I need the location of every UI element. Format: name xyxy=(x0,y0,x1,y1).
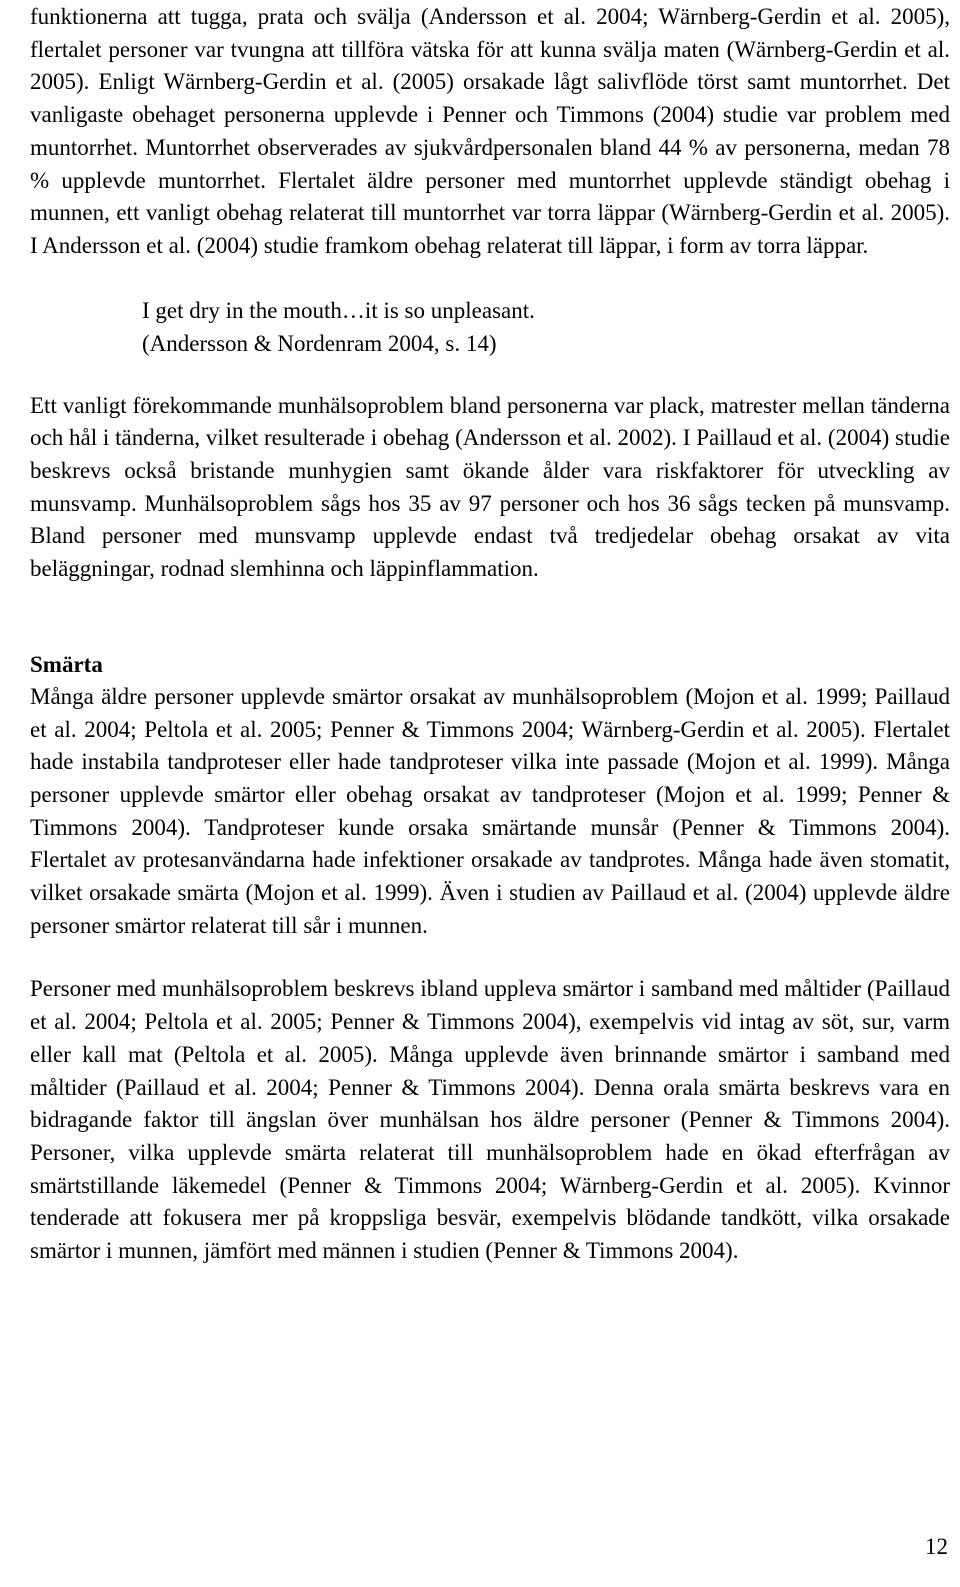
body-paragraph: Ett vanligt förekommande munhälsoproblem bland personerna var plack, matrester mellan tänderna och hål i tänderna, vilket resulterade i obehag (Andersson et al. 2002). I Paillaud et al. (2004) studie beskrevs också bristande munhygien samt ökande ålder vara riskfaktorer för utveckling av munsvamp. Munhälsoproblem sågs hos 35 av 97 personer och hos 36 sågs tecken på munsvamp. Bland personer med munsvamp upplevde endast två tredjedelar obehag orsakat av vita beläggningar, rodnad slemhinna och läppinflammation. xyxy=(30,392,950,582)
page-number: 12 xyxy=(925,1534,948,1559)
quote-citation: (Andersson & Nordenram 2004, s. 14) xyxy=(142,330,497,356)
block-quote xyxy=(142,294,950,360)
body-paragraph: Många äldre personer upplevde smärtor orsakat av munhälsoproblem (Mojon et al. 1999; Paillaud et al. 2004; Peltola et al. 2005; Penner & Timmons 2004; Wärnberg-Gerdin et al. 2005). Flertalet hade instabila tandproteser eller hade tandproteser vilka inte passade (Mojon et al. 1999). Många personer upplevde smärtor eller obehag orsakat av tandproteser (Mojon et al. 1999; Penner & Timmons 2004). Tandproteser kunde orsaka smärtande munsår (Penner & Timmons 2004). Flertalet av protesanvändarna hade infektioner orsakade av tandprotes. Många hade även stomatit, vilket orsakade smärta (Mojon et al. 1999). Även i studien av Paillaud et al. (2004) upplevde äldre personer smärtor relaterat till sår i munnen. xyxy=(30,683,950,938)
quote-text: I get dry in the mouth…it is so unpleasant. xyxy=(142,297,535,323)
document-page xyxy=(30,0,950,1268)
body-paragraph: funktionerna att tugga, prata och svälja (Andersson et al. 2004; Wärnberg-Gerdin et al. 2005), flertalet personer var tvungna att tillföra vätska för att kunna svälja maten (Wärnberg-Gerdin et al. 2005). Enligt Wärnberg-Gerdin et al. (2005) orsakade lågt salivflöde törst samt muntorrhet. Det vanligaste obehaget personerna upplevde i Penner och Timmons (2004) studie var problem med muntorrhet. Muntorrhet observerades av sjukvårdpersonalen bland 44 % av personerna, medan 78 % upplevde muntorrhet. Flertalet äldre personer med muntorrhet upplevde ständigt obehag i munnen, ett vanligt obehag relaterat till muntorrhet var torra läppar (Wärnberg-Gerdin et al. 2005). I Andersson et al. (2004) studie framkom obehag relaterat till läppar, i form av torra läppar. xyxy=(30,4,950,258)
section-heading: Smärta xyxy=(30,651,103,677)
body-paragraph: Personer med munhälsoproblem beskrevs ibland uppleva smärtor i samband med måltider (Paillaud et al. 2004; Peltola et al. 2005; Penner & Timmons 2004), exempelvis vid intag av söt, sur, varm eller kall mat (Peltola et al. 2005). Många upplevde även brinnande smärtor i samband med måltider (Paillaud et al. 2004; Penner & Timmons 2004). Denna orala smärta beskrevs vara en bidragande faktor till ängslan över munhälsan hos äldre personer (Penner & Timmons 2004). Personer, vilka upplevde smärta relaterat till munhälsoproblem hade en ökad efterfrågan av smärtstillande läkemedel (Penner & Timmons 2004; Wärnberg-Gerdin et al. 2005). Kvinnor tenderade att fokusera mer på kroppsliga besvär, exempelvis blödande tandkött, vilka orsakade smärtor i munnen, jämfört med männen i studien (Penner & Timmons 2004). xyxy=(30,976,950,1264)
